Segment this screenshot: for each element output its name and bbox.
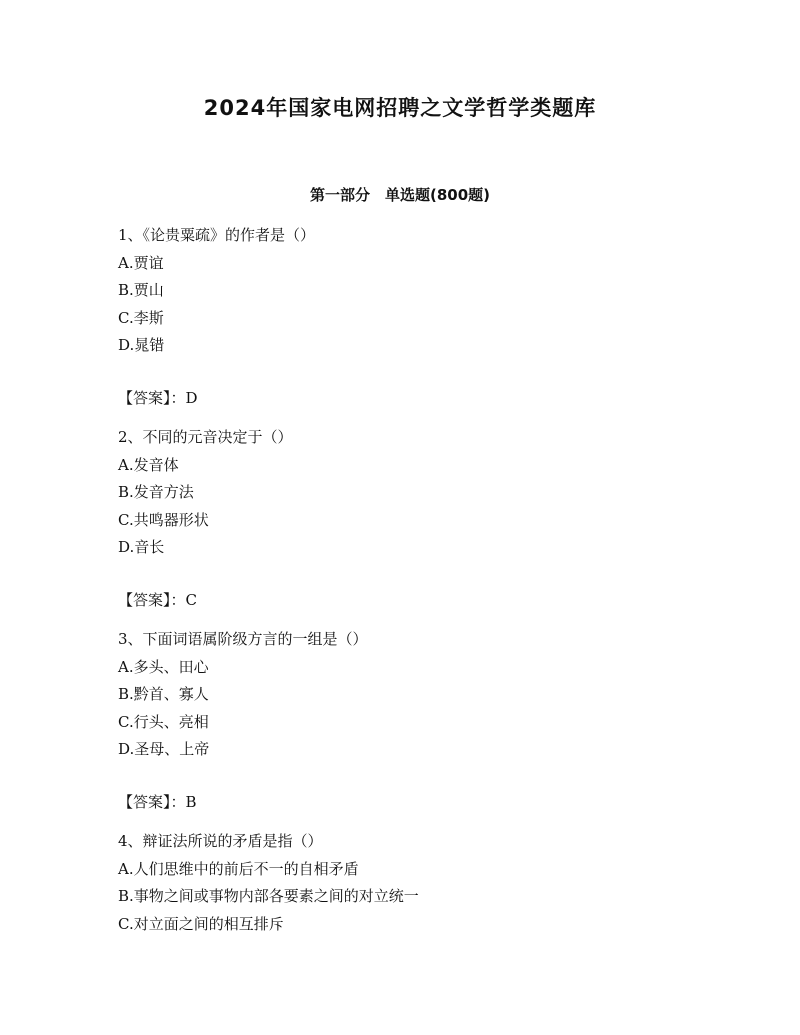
answer-line (118, 587, 738, 615)
question-stem: 4、辩证法所说的矛盾是指（） (118, 832, 323, 850)
question-stem: 2、不同的元音决定于（） (118, 428, 293, 446)
option-a: A.人们思维中的前后不一的自相矛盾 (118, 859, 359, 878)
question-4 (118, 828, 738, 938)
option-c: C.共鸣器形状 (118, 510, 209, 529)
document-title: 2024年国家电网招聘之文学哲学类题库 (203, 96, 597, 120)
answer-label: 【答案】： (118, 388, 186, 407)
option-b: B.事物之间或事物内部各要素之间的对立统一 (118, 887, 419, 905)
option-b: B.贾山 (118, 281, 164, 299)
answer-value: B (185, 792, 197, 811)
answer-label: 【答案】： (118, 590, 186, 609)
question-1 (118, 222, 738, 412)
question-2 (118, 424, 738, 614)
option-a: A.发音体 (118, 455, 179, 474)
answer-value: D (185, 388, 198, 407)
answer-value: C (185, 590, 197, 609)
option-a: A.多头、田心 (118, 657, 209, 676)
option-d: D.圣母、上帝 (118, 740, 210, 758)
option-b: B.发音方法 (118, 483, 194, 501)
answer-line (118, 385, 738, 413)
question-list (118, 222, 738, 938)
option-b: B.黔首、寡人 (118, 685, 209, 703)
question-3 (118, 626, 738, 816)
section-title: 第一部分 单选题(800题) (309, 186, 491, 204)
option-d: D.晁错 (118, 336, 165, 354)
answer-label: 【答案】： (118, 792, 186, 811)
option-c: C.行头、亮相 (118, 712, 209, 731)
question-stem: 1、《论贵粟疏》的作者是（） (118, 226, 316, 244)
option-c: C.李斯 (118, 308, 164, 327)
option-a: A.贾谊 (118, 253, 164, 272)
option-c: C.对立面之间的相互排斥 (118, 914, 284, 933)
answer-line (118, 789, 738, 817)
option-d: D.音长 (118, 538, 165, 556)
question-stem: 3、下面词语属阶级方言的一组是（） (118, 630, 368, 648)
